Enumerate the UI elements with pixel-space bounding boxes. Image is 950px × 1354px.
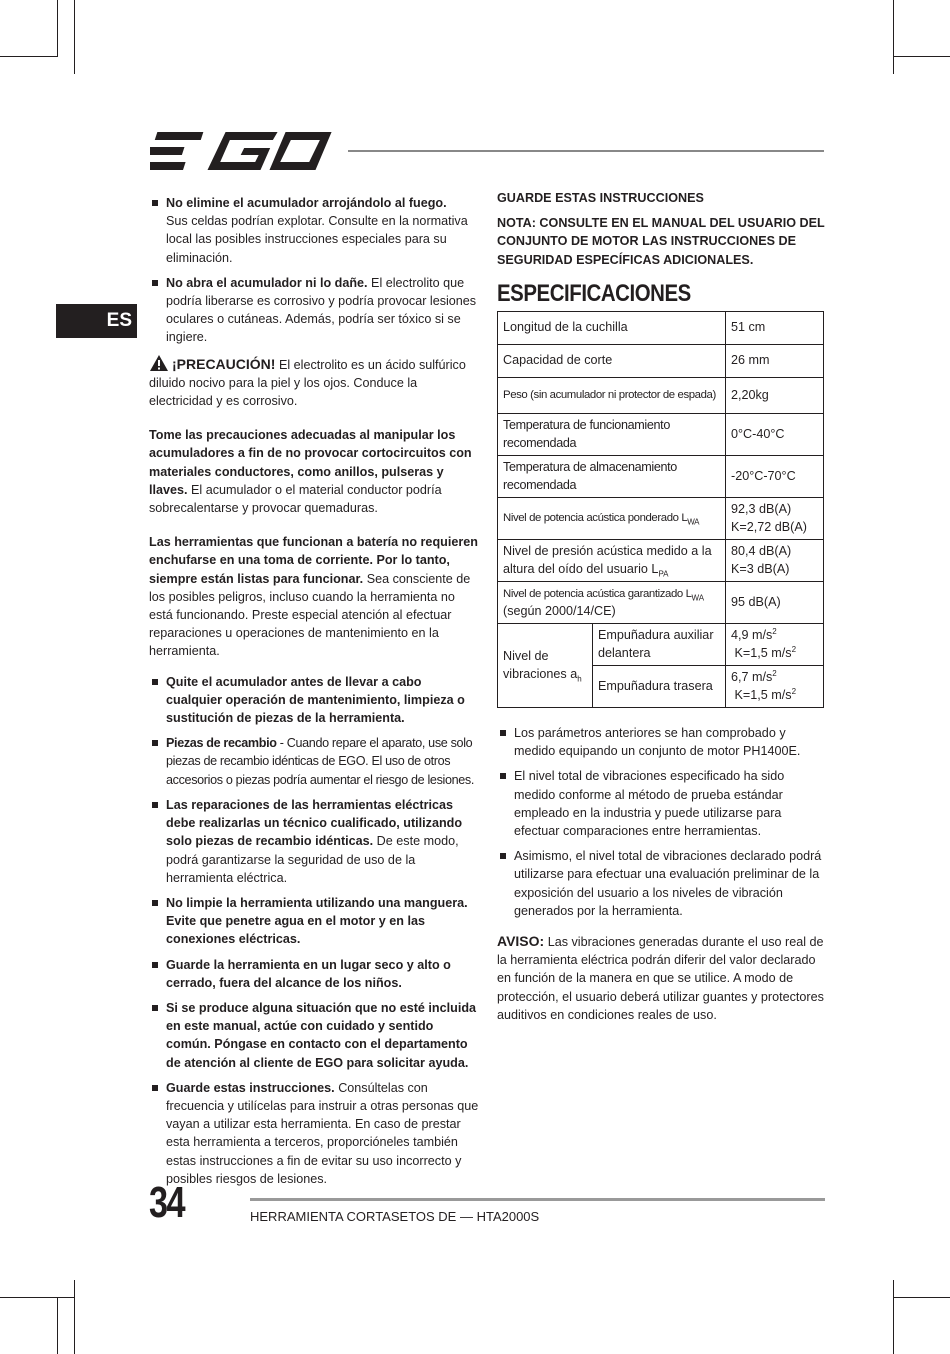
spec-label: Capacidad de corte [498,345,726,378]
table-row [498,540,824,582]
spec-value: -20°C-70°C [726,456,824,498]
spec-value: 6,7 $m/s^2$ K=1,5 $m/s^2$ [726,666,824,708]
spec-value: 2,20kg [726,378,824,414]
crop-mark [893,1280,894,1354]
spec-value: 4,9 $m/s^2$ K=1,5 $m/s^2$ [726,624,824,666]
header-rule [348,150,824,152]
page-number: 34 [149,1178,185,1227]
table-row [498,624,824,666]
ego-logo [150,130,332,172]
spec-label: Peso (sin acumulador ni protector de espada) [498,378,726,414]
spec-label: Longitud de la cuchilla [498,312,726,345]
list-item: Los parámetros anteriores se han comprobado y medido equipando un conjunto de motor PH1400E. [497,724,825,760]
caution-paragraph: ¡PRECAUCIÓN! El electrolito es un ácido sulfúrico diluido nocivo para la piel y los ojos. Conduce la electricidad y es corrosivo. [149,355,466,409]
list-item: Guarde estas instrucciones. Consúltelas con frecuencia y utilícelas para instruir a otras personas que vayan a utilizar esta herramienta. En caso de prestar esta herramienta a terceros, proporcióneles también estas instrucciones a fin de evitar su uso incorrecto y posibles riesgos de lesiones. [149,1079,479,1188]
spec-title: ESPECIFICACIONES [497,279,691,307]
table-row [498,498,824,540]
list-item: No elimine el acumulador arrojándolo al fuego. Sus celdas podrían explotar. Consulte en la normativa local las posibles instrucciones especiales para su eliminación. [149,194,479,267]
list-item: No limpie la herramienta utilizando una manguera. Evite que penetre agua en el motor y en las conexiones eléctricas. [149,894,479,949]
list-item: Guarde la herramienta en un lugar seco y alto o cerrado, fuera del alcance de los niños. [149,956,479,992]
spec-label: Temperatura de funcionamiento recomendada [498,414,726,456]
list-item: Quite el acumulador antes de llevar a cabo cualquier operación de mantenimiento, limpieza o sustitución de piezas de la herramienta. [149,673,479,728]
crop-mark [893,1297,950,1298]
save-heading: GUARDE ESTAS INSTRUCCIONES [497,191,704,205]
list-item: El nivel total de vibraciones especificado ha sido medido conforme al método de prueba estándar empleado en la industria y puede utilizarse para efectuar comparaciones entre herramientas. [497,767,825,840]
table-row [498,414,824,456]
spec-value: 0°C-40°C [726,414,824,456]
table-row [498,345,824,378]
spec-value: 51 cm [726,312,824,345]
list-item: Piezas de recambio - Cuando repare el aparato, use solo piezas de recambio idénticas de EGO. El uso de otros accesorios o piezas podría aumentar el riesgo de lesiones. [149,734,479,789]
table-row [498,378,824,414]
list-item: Si se produce alguna situación que no esté incluida en este manual, actúe con cuidado y sentido común. Póngase en contacto con el departamento de atención al cliente de EGO para solicitar ayuda. [149,999,479,1072]
spec-value: 26 mm [726,345,824,378]
table-row [498,582,824,624]
spec-value: 92,3 dB(A) K=2,72 dB(A) [726,498,824,540]
table-row [498,312,824,345]
right-column [497,189,825,1024]
spec-table [497,311,824,708]
note-heading: NOTA: CONSULTE EN EL MANUAL DEL USUARIO DEL CONJUNTO DE MOTOR LAS INSTRUCCIONES DE SEGURIDAD ESPECÍFICAS ADICIONALES. [497,216,825,267]
left-column [149,194,479,1188]
crop-mark [57,1297,58,1354]
crop-mark [893,56,950,57]
crop-mark [74,1280,75,1354]
table-row [498,456,824,498]
warning-icon [149,354,169,372]
spec-value: 95 dB(A) [726,582,824,624]
footer-title: HERRAMIENTA CORTASETOS DE — HTA2000S [250,1209,540,1224]
crop-mark [0,1297,74,1298]
footer-rule [250,1198,825,1201]
spec-label: Nivel de presión acústica medido a la altura del oído del usuario $L_{PA}$ [498,540,726,582]
spec-label: Temperatura de almacenamiento recomendada [498,456,726,498]
notice-paragraph: AVISO: Las vibraciones generadas durante el uso real de la herramienta eléctrica podrán diferir del valor declarado en función de la manera en que se utilice. A modo de protección, el usuario deberá utilizar guantes y protectores auditivos en condiciones reales de uso. [497,933,824,1022]
spec-label: Nivel de potencia acústica garantizado $L_{WA}$ (según 2000/14/CE) [498,582,726,624]
crop-mark [0,56,57,57]
spec-label: Nivel de vibraciones $a_h$ [498,624,593,708]
crop-mark [74,0,75,74]
spec-value: 80,4 dB(A) K=3 dB(A) [726,540,824,582]
list-item: No abra el acumulador ni lo dañe. El electrolito que podría liberarse es corrosivo y podría provocar lesiones oculares o cutáneas. Además, podría ser tóxico si se ingiere. [149,274,479,347]
crop-mark [57,0,58,57]
paragraph: Las herramientas que funcionan a batería no requieren enchufarse en una toma de corriente. Por lo tanto, siempre están listas para funcionar. Sea consciente de los posibles peligros, incluso cuando la herramienta no está funcionando. Preste especial atención al efectuar reparaciones u operaciones de mantenimiento en la herramienta. [149,535,478,659]
paragraph: Tome las precauciones adecuadas al manipular los acumuladores a fin de no provocar cortocircuitos con materiales conductores, como anillos, pulseras y llaves. El acumulador o el material conductor podría sobrecalentarse y provocar quemaduras. [149,428,472,516]
list-item: Las reparaciones de las herramientas eléctricas debe realizarlas un técnico cualificado, utilizando solo piezas de recambio idénticas. De este modo, podrá garantizarse la seguridad de uso de la herramienta eléctrica. [149,796,479,887]
crop-mark [893,0,894,74]
list-item: Asimismo, el nivel total de vibraciones declarado podrá utilizarse para efectuar una evaluación preliminar de la exposición del usuario a los niveles de vibración generados por la herramienta. [497,847,825,920]
spec-label: Nivel de potencia acústica ponderado $L_{WA}$ [498,498,726,540]
spec-sublabel: Empuñadura trasera [593,666,726,708]
language-tab: ES [56,304,137,338]
spec-sublabel: Empuñadura auxiliar delantera [593,624,726,666]
